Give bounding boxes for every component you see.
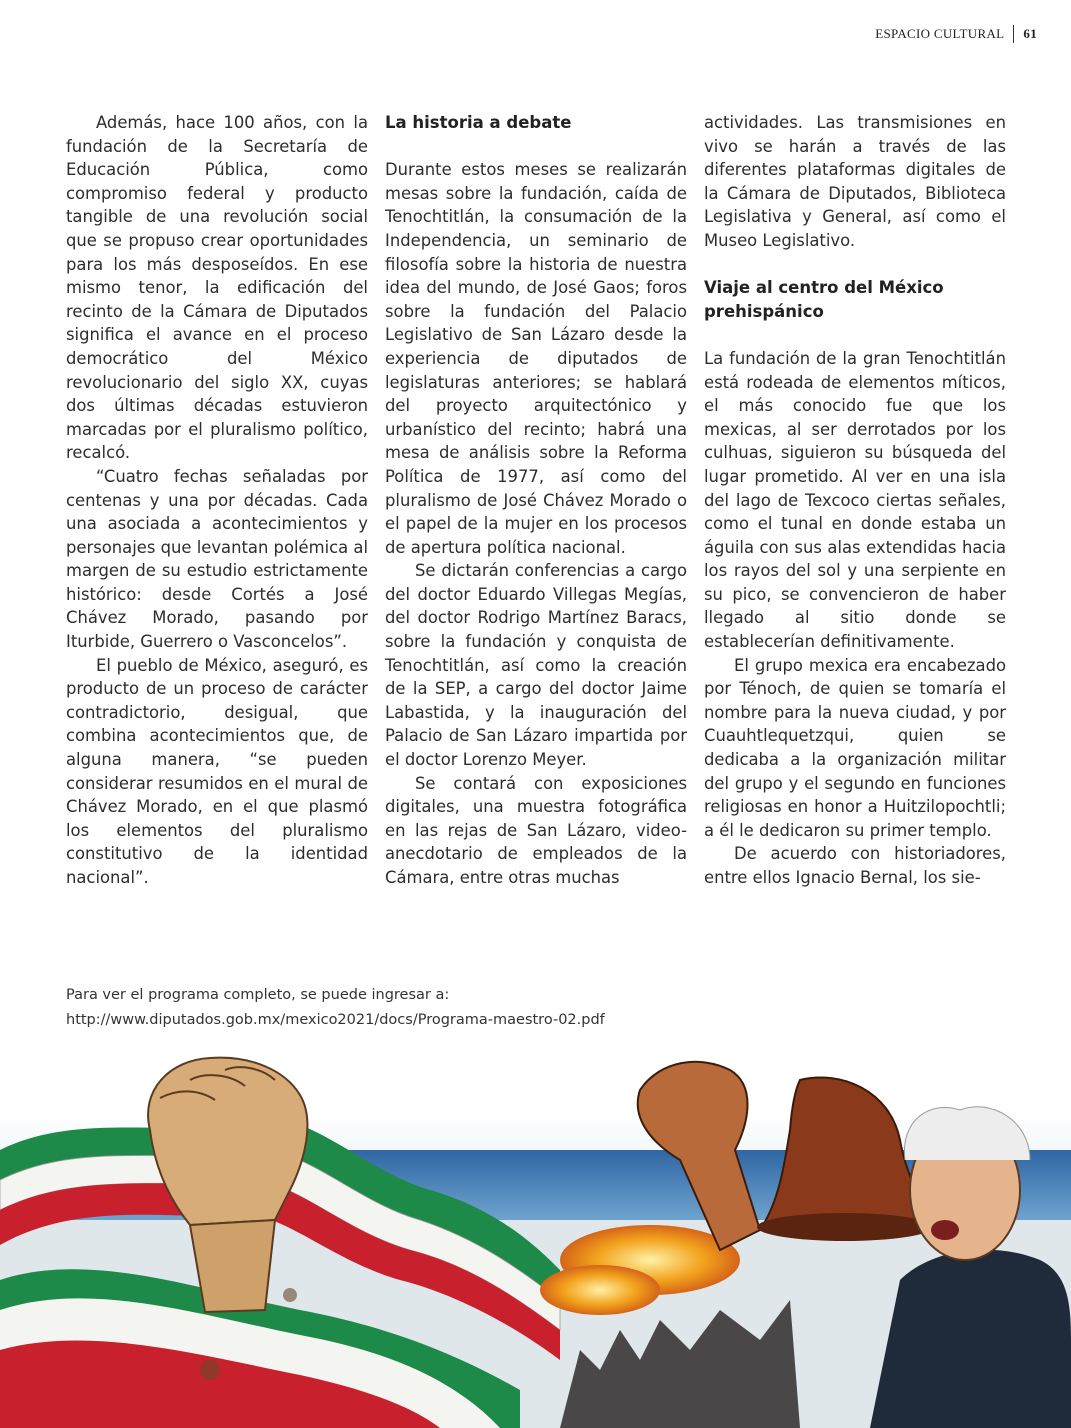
section-title: ESPACIO CULTURAL — [875, 26, 1005, 41]
paragraph: Se dictarán conferencias a cargo del doctor Eduardo Villegas Megías, del doctor Rodrigo Martínez Baracs, sobre la fundación y conquista de Tenochtitlán, así como la creación de la SEP, a cargo del doctor Jaime Labastida, y la inauguración del Palacio de San Lázaro impartida por el doctor Lorenzo Meyer. — [385, 561, 687, 770]
paragraph: actividades. Las transmisiones en vivo se harán a través de las diferentes plataformas digitales de la Cámara de Diputados, Biblioteca Legislativa y General, así como el Museo Legislativo. — [704, 113, 1006, 250]
paragraph: Se contará con exposiciones digitales, una muestra fotográfica en las rejas de San Lázaro, video-anecdotario de empleados de la Cámara, entre otras muchas — [385, 773, 687, 887]
article-column-3 — [704, 111, 1006, 890]
running-header — [875, 25, 1037, 43]
footnote-text: Para ver el programa completo, se puede ingresar a: — [66, 987, 450, 1003]
article-column-2 — [385, 111, 687, 890]
footnote — [66, 983, 605, 1033]
article-column-1 — [66, 111, 368, 890]
section-heading: Viaje al centro del México prehispánico — [704, 278, 944, 321]
header-divider — [1013, 25, 1014, 43]
paragraph: De acuerdo con historiadores, entre ellos Ignacio Bernal, los sie- — [704, 844, 1006, 887]
program-link[interactable]: http://www.diputados.gob.mx/mexico2021/docs/Programa-maestro-02.pdf — [66, 1012, 605, 1028]
paragraph: El pueblo de México, aseguró, es producto de un proceso de carácter contradictorio, desigual, que combina acontecimientos que, de alguna manera, “se pueden considerar resumidos en el mural de Chávez Morado, en el que plasmó los elementos del pluralismo constitutivo de la identidad nacional”. — [66, 655, 368, 887]
paragraph: El grupo mexica era encabezado por Ténoch, de quien se tomaría el nombre para la nueva ciudad, y por Cuauhtlequetzqui, quien se dedicaba a la organización militar del grupo y el segundo en funciones religiosas en honor a Huitzilopochtli; a él le dedicaron su primer templo. — [704, 655, 1006, 840]
paragraph: Además, hace 100 años, con la fundación de la Secretaría de Educación Pública, como compromiso federal y producto tangible de una revolución social que se propuso crear oportunidades para los más desposeídos. En ese mismo tenor, la edificación del recinto de la Cámara de Diputados significa el avance en el proceso democrático del México revolucionario del siglo XX, cuyas dos últimas décadas estuvieron marcadas por el pluralismo político, recalcó. — [66, 113, 368, 463]
section-heading: La historia a debate — [385, 113, 572, 132]
page-number: 61 — [1023, 26, 1037, 41]
historical-illustration — [0, 1050, 1071, 1428]
paragraph: La fundación de la gran Tenochtitlán está rodeada de elementos míticos, el más conocido fue que los mexicas, al ser derrotados por los culhuas, siguieron su búsqueda del lugar prometido. Al ver en una isla del lago de Texcoco ciertas señales, como el tunal en donde estaba un águila con sus alas extendidas hacia los rayos del sol y una serpiente en su pico, se convencieron de haber llegado al sitio donde se establecerían definitivamente. — [704, 348, 1006, 652]
paragraph: Durante estos meses se realizarán mesas sobre la fundación, caída de Tenochtitlán, la consumación de la Independencia, un seminario de filosofía sobre la historia de nuestra idea del mundo, de José Gaos; foros sobre la fundación del Palacio Legislativo de San Lázaro desde la experiencia de diputados de legislaturas anteriores; se hablará del proyecto arquitectónico y urbanístico del recinto; habrá una mesa de análisis sobre la Reforma Política de 1977, así como del pluralismo de José Chávez Morado o el papel de la mujer en los procesos de apertura política nacional. — [385, 160, 687, 557]
paragraph: “Cuatro fechas señaladas por centenas y una por décadas. Cada una asociada a acontecimientos y personajes que levantan polémica al margen de su estudio estrictamente histórico: desde Cortés a José Chávez Morado, pasando por Iturbide, Guerrero o Vasconcelos”. — [66, 466, 368, 652]
